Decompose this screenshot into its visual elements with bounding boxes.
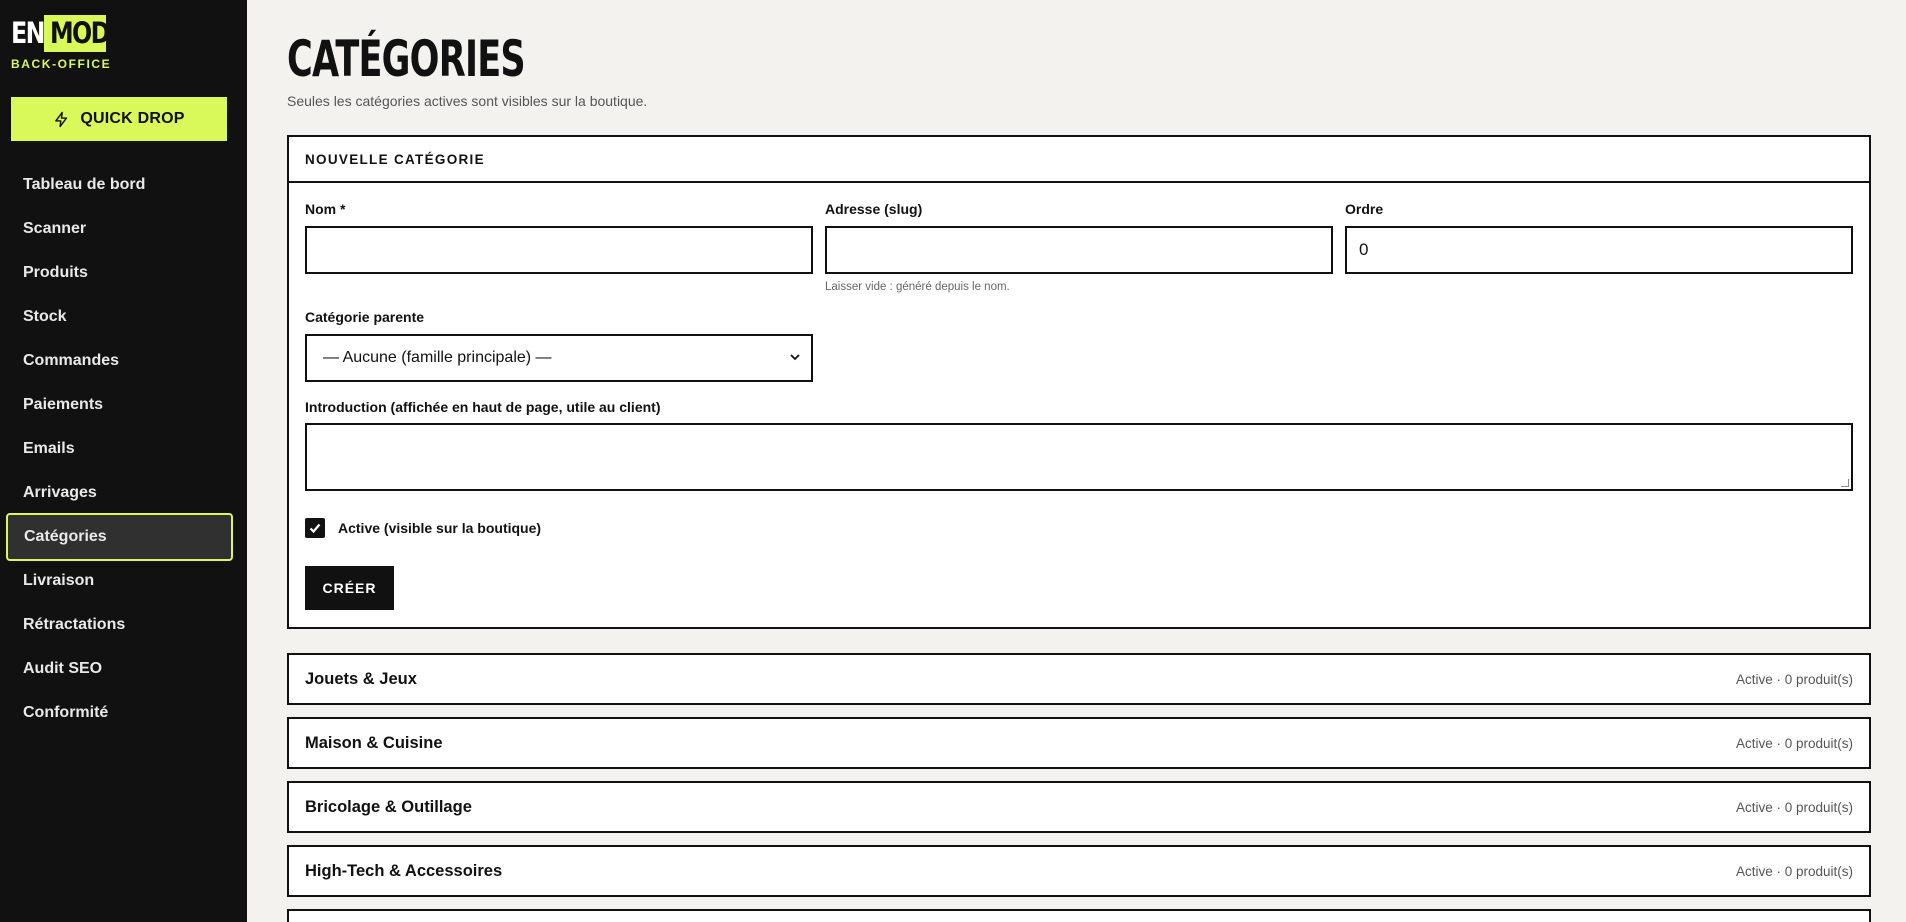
logo-mod: MOD (44, 15, 106, 52)
form-header: NOUVELLE CATÉGORIE (289, 137, 1869, 183)
category-row[interactable] (287, 781, 1871, 833)
bolt-icon (53, 111, 70, 128)
backoffice-label: BACK-OFFICE (11, 57, 112, 71)
sidebar-item-emails[interactable]: Emails (23, 440, 75, 457)
sidebar-item-categories[interactable]: Catégories (6, 513, 233, 561)
brand-logo[interactable] (11, 15, 109, 52)
category-name: Maison & Cuisine (305, 733, 443, 752)
resize-handle-icon[interactable] (1841, 479, 1849, 487)
category-name: High-Tech & Accessoires (305, 861, 503, 880)
category-name: Jouets & Jeux (305, 669, 417, 688)
parent-category-value: — Aucune (famille principale) — (323, 349, 552, 366)
category-row[interactable] (287, 845, 1871, 897)
category-row[interactable] (287, 653, 1871, 705)
sidebar-item-arrivages[interactable]: Arrivages (23, 484, 97, 501)
sidebar-item-produits[interactable]: Produits (23, 264, 88, 281)
logo-en: EN (11, 16, 44, 50)
page-subtitle: Seules les catégories actives sont visibles sur la boutique. (287, 93, 648, 109)
name-input[interactable] (305, 226, 813, 274)
category-row-partial[interactable] (287, 909, 1871, 922)
sidebar-item-tableau-de-bord[interactable]: Tableau de bord (23, 176, 146, 193)
sidebar-item-conformite[interactable]: Conformité (23, 704, 109, 721)
create-button[interactable]: CRÉER (305, 566, 394, 610)
new-category-form (287, 135, 1871, 629)
name-label: Nom * (305, 201, 346, 217)
chevron-down-icon (789, 351, 801, 366)
parent-category-select[interactable] (305, 334, 813, 382)
sidebar-item-commandes[interactable]: Commandes (23, 352, 120, 369)
checkmark-icon (308, 521, 322, 535)
category-meta: Active · 0 produit(s) (1735, 671, 1853, 687)
quick-drop-label: QUICK DROP (80, 110, 185, 127)
category-name: Bricolage & Outillage (305, 797, 472, 816)
sidebar-item-livraison[interactable]: Livraison (23, 572, 95, 589)
sidebar-item-stock[interactable]: Stock (23, 308, 67, 325)
order-input[interactable]: 0 (1345, 226, 1853, 274)
slug-label: Adresse (slug) (825, 201, 923, 217)
intro-textarea[interactable] (305, 423, 1853, 491)
slug-input[interactable] (825, 226, 1333, 274)
parent-category-label: Catégorie parente (305, 309, 425, 325)
quick-drop-button[interactable] (11, 97, 227, 141)
category-meta: Active · 0 produit(s) (1735, 799, 1853, 815)
category-meta: Active · 0 produit(s) (1735, 863, 1853, 879)
sidebar-item-audit-seo[interactable]: Audit SEO (23, 660, 103, 677)
sidebar-item-scanner[interactable]: Scanner (23, 220, 87, 237)
sidebar (0, 0, 247, 922)
page-title: CATÉGORIES (287, 30, 525, 88)
order-label: Ordre (1345, 201, 1384, 217)
intro-label: Introduction (affichée en haut de page, utile au client) (305, 399, 661, 415)
sidebar-item-paiements[interactable]: Paiements (23, 396, 104, 413)
sidebar-nav (0, 163, 247, 735)
category-row[interactable] (287, 717, 1871, 769)
active-checkbox[interactable] (305, 518, 325, 538)
active-checkbox-label[interactable]: Active (visible sur la boutique) (338, 520, 542, 536)
slug-hint: Laisser vide : généré depuis le nom. (825, 281, 1010, 293)
sidebar-item-retractations[interactable]: Rétractations (23, 616, 126, 633)
category-meta: Active · 0 produit(s) (1735, 735, 1853, 751)
